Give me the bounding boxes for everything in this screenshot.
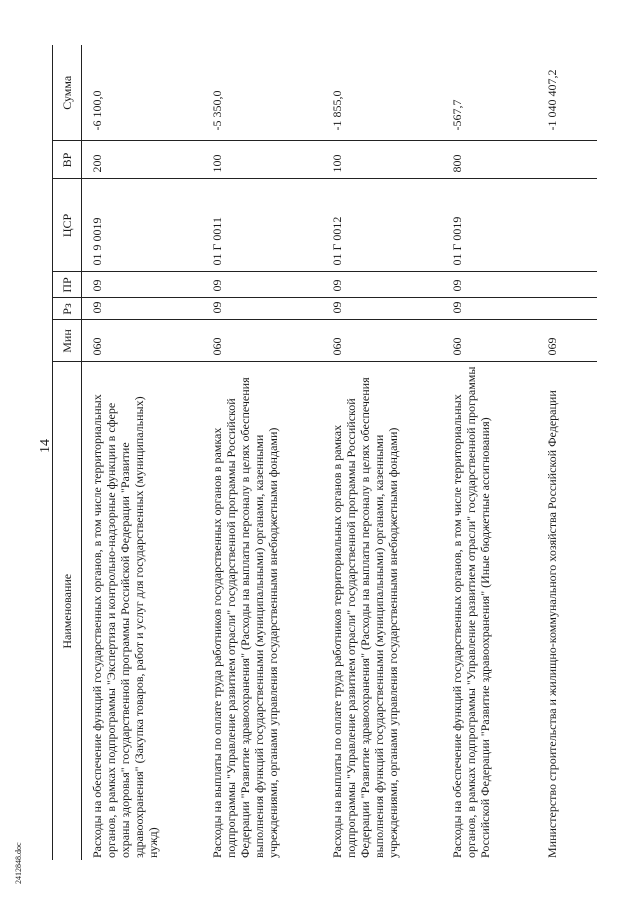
- cell-sum: -567,7: [442, 45, 537, 141]
- table-row: [82, 45, 202, 860]
- cell-rz: 09: [322, 298, 442, 320]
- cell-csr: 01 Г 0011: [202, 179, 322, 272]
- cell-csr: 01 9 0019: [82, 179, 202, 272]
- cell-name: Расходы на выплаты по оплате труда работников государственных органов в рамках подпрограммы "Управление развитием отрасли" государственной программы Российской Федерации "Развитие здравоохранения" (Расходы на выплаты персоналу в целях обеспечения выполнения функций государственными (муниципальными) органами, казенными учреждениями, органами управления государственными внебюджетными фондами): [209, 377, 280, 858]
- header-min: Мин: [53, 320, 82, 362]
- header-vr: ВР: [53, 141, 82, 179]
- cell-sum: -6 100,0: [82, 45, 202, 141]
- cell-csr: 01 Г 0019: [442, 179, 537, 272]
- cell-sum: -1 855,0: [322, 45, 442, 141]
- header-csr: ЦСР: [53, 179, 82, 272]
- cell-min: 060: [202, 320, 322, 362]
- rotated-page-content: [52, 45, 612, 860]
- cell-csr: 01 Г 0012: [322, 179, 442, 272]
- cell-sum: -1 040 407,2: [537, 45, 597, 141]
- document-code: 2412848.doc: [14, 842, 23, 884]
- cell-rz: 09: [82, 298, 202, 320]
- header-pr: ПР: [53, 272, 82, 298]
- cell-pr: 09: [322, 272, 442, 298]
- cell-name: Министерство строительства и жилищно-коммунального хозяйства Российской Федерации: [544, 390, 559, 858]
- cell-min: 069: [537, 320, 597, 362]
- table-row: [442, 45, 537, 860]
- table-row: [537, 45, 597, 860]
- cell-rz: [537, 298, 597, 320]
- cell-csr: [537, 179, 597, 272]
- cell-pr: 09: [82, 272, 202, 298]
- cell-vr: 100: [322, 141, 442, 179]
- cell-name: Расходы на обеспечение функций государственных органов, в том числе территориальных органов, в рамках подпрограммы "Управление развитием отрасли" государственной программы Российской Федерации "Развитие здравоохранения" (Иные бюджетные ассигнования): [449, 366, 492, 858]
- cell-vr: 200: [82, 141, 202, 179]
- table-row: [322, 45, 442, 860]
- header-rz: Рз: [53, 298, 82, 320]
- table-header-row: [53, 45, 82, 860]
- cell-pr: 09: [202, 272, 322, 298]
- cell-rz: 09: [442, 298, 537, 320]
- cell-min: 060: [82, 320, 202, 362]
- cell-vr: [537, 141, 597, 179]
- cell-pr: [537, 272, 597, 298]
- cell-rz: 09: [202, 298, 322, 320]
- cell-vr: 100: [202, 141, 322, 179]
- cell-vr: 800: [442, 141, 537, 179]
- page-number: 14: [38, 439, 53, 453]
- cell-pr: 09: [442, 272, 537, 298]
- header-sum: Сумма: [53, 45, 82, 141]
- cell-min: 060: [442, 320, 537, 362]
- header-name: Наименование: [53, 362, 82, 860]
- cell-min: 060: [322, 320, 442, 362]
- cell-sum: -5 350,0: [202, 45, 322, 141]
- table-row: [202, 45, 322, 860]
- cell-name: Расходы на обеспечение функций государственных органов, в том числе территориальных органов, в рамках подпрограммы "Экспертиза и контрольно-надзорные функции в сфере охраны здоровья" государственной программы Российской Федерации "Развитие здравоохранения" (Закупка товаров, работ и услуг для государственных (муниципальных) нужд): [90, 394, 160, 858]
- cell-name: Расходы на выплаты по оплате труда работников территориальных органов в рамках подпрограммы "Управление развитием отрасли" государственной программы Российской Федерации "Развитие здравоохранения" (Расходы на выплаты персоналу в целях обеспечения выполнения функций государственными (муниципальными) органами, казенными учреждениями, органами управления государственными внебюджетными фондами): [329, 377, 400, 858]
- budget-table: [52, 45, 597, 860]
